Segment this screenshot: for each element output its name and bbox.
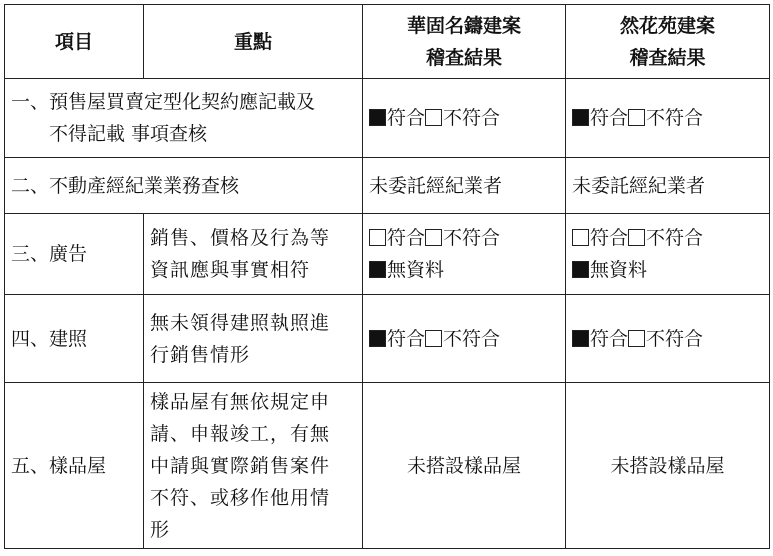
header-project-b: 然花苑建案 稽查結果: [566, 5, 770, 79]
result-cell-a: 符合 不符合 無資料: [363, 214, 566, 295]
result-cell-b: 符合 不符合: [566, 295, 770, 383]
result-cell-a: 符合 不符合: [363, 79, 566, 158]
table-row: [5, 79, 770, 158]
checkbox-comply: [572, 330, 589, 347]
result-cell-a: 未搭設樣品屋: [363, 383, 566, 549]
checkbox-not-comply: [628, 330, 645, 347]
header-project-a: 華固名鑄建案 稽查結果: [363, 5, 566, 79]
focus-cell: 樣品屋有無依規定申 請、申報竣工，有無 中請與實際銷售案件 不符、或移作他用情 形: [144, 383, 363, 549]
checkbox-comply: [369, 229, 386, 246]
result-cell-b: 未搭設樣品屋: [566, 383, 770, 549]
focus-cell: 銷售、價格及行為等 資訊應與事實相符: [144, 214, 363, 295]
item-cell: 二、不動產經紀業業務查核: [5, 158, 363, 214]
checkbox-not-comply: [425, 330, 442, 347]
item-cell: 一、預售屋買賣定型化契約應記載及 不得記載 事項查核: [5, 79, 363, 158]
checkbox-comply: [572, 229, 589, 246]
checkbox-not-comply: [628, 229, 645, 246]
table-row: [5, 214, 770, 295]
result-cell-b: 未委託經紀業者: [566, 158, 770, 214]
result-cell-a: 未委託經紀業者: [363, 158, 566, 214]
item-cell: 四、建照: [5, 295, 144, 383]
header-item: 項目: [5, 5, 144, 79]
table-row: [5, 383, 770, 549]
result-cell-a: 符合 不符合: [363, 295, 566, 383]
result-cell-b: 符合 不符合: [566, 79, 770, 158]
focus-cell: 無未領得建照執照進 行銷售情形: [144, 295, 363, 383]
header-row: [5, 5, 770, 79]
table-row: [5, 295, 770, 383]
item-cell: 三、廣告: [5, 214, 144, 295]
checkbox-not-comply: [425, 229, 442, 246]
checkbox-comply: [369, 109, 386, 126]
checkbox-not-comply: [425, 109, 442, 126]
checkbox-comply: [572, 109, 589, 126]
checkbox-comply: [369, 330, 386, 347]
table-row: [5, 158, 770, 214]
checkbox-not-comply: [628, 109, 645, 126]
header-focus: 重點: [144, 5, 363, 79]
item-cell: 五、樣品屋: [5, 383, 144, 549]
result-cell-b: 符合 不符合 無資料: [566, 214, 770, 295]
checkbox-no-data: [572, 261, 589, 278]
audit-results-table: [4, 4, 770, 549]
checkbox-no-data: [369, 261, 386, 278]
